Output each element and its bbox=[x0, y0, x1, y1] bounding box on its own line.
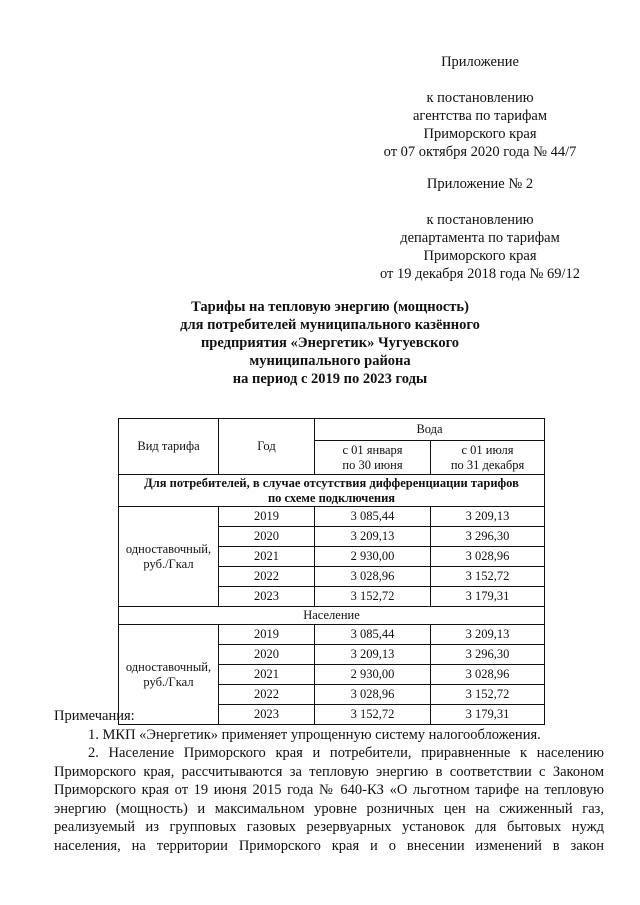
year-cell: 2022 bbox=[219, 567, 315, 587]
col-header-tariff: Вид тарифа bbox=[119, 419, 219, 475]
col-header-h2-line: по 31 декабря bbox=[450, 457, 525, 472]
year-cell: 2020 bbox=[219, 645, 315, 665]
value-cell: 3 028,96 bbox=[315, 567, 431, 587]
notes-heading: Примечания: bbox=[54, 708, 135, 724]
appendix-label: Приложение № 2 bbox=[426, 176, 534, 192]
title-line: муниципального района bbox=[249, 353, 411, 369]
title-line: Тарифы на тепловую энергию (мощность) bbox=[191, 299, 469, 315]
value-cell: 3 152,72 bbox=[315, 587, 431, 607]
year-cell: 2019 bbox=[219, 625, 315, 645]
year-cell: 2020 bbox=[219, 527, 315, 547]
title-line: на период с 2019 по 2023 годы bbox=[232, 371, 428, 387]
section-title: Население bbox=[119, 607, 545, 625]
table-row bbox=[119, 625, 545, 645]
value-cell: 2 930,00 bbox=[315, 665, 431, 685]
appendix-line: Приморского края bbox=[423, 248, 537, 264]
value-cell: 3 085,44 bbox=[315, 625, 431, 645]
year-cell: 2023 bbox=[219, 587, 315, 607]
value-cell: 3 209,13 bbox=[431, 625, 545, 645]
value-cell: 3 209,13 bbox=[315, 527, 431, 547]
section-title bbox=[119, 475, 545, 507]
appendix-block-current bbox=[360, 53, 600, 161]
year-cell: 2023 bbox=[219, 705, 315, 725]
section-header-row bbox=[119, 475, 545, 507]
year-cell: 2022 bbox=[219, 685, 315, 705]
value-cell: 2 930,00 bbox=[315, 547, 431, 567]
value-cell: 3 028,96 bbox=[315, 685, 431, 705]
value-cell: 3 028,96 bbox=[431, 547, 545, 567]
tariff-type-line: одноставочный, bbox=[125, 541, 212, 556]
col-header-h1 bbox=[315, 441, 431, 475]
appendix-line: к постановлению bbox=[426, 90, 534, 106]
value-cell: 3 152,72 bbox=[315, 705, 431, 725]
value-cell: 3 209,13 bbox=[315, 645, 431, 665]
value-cell: 3 179,31 bbox=[431, 705, 545, 725]
section-header-row bbox=[119, 607, 545, 625]
appendix-line: к постановлению bbox=[426, 212, 534, 228]
table-row bbox=[119, 507, 545, 527]
value-cell: 3 085,44 bbox=[315, 507, 431, 527]
value-cell: 3 296,30 bbox=[431, 527, 545, 547]
tariff-type-line: руб./Гкал bbox=[143, 556, 194, 571]
value-cell: 3 179,31 bbox=[431, 587, 545, 607]
appendix-line: агентства по тарифам bbox=[413, 108, 547, 124]
tariff-type-line: руб./Гкал bbox=[143, 674, 194, 689]
tariff-type-cell bbox=[119, 507, 219, 607]
table-header-row bbox=[119, 419, 545, 441]
value-cell: 3 028,96 bbox=[431, 665, 545, 685]
appendix-label: Приложение bbox=[441, 54, 519, 70]
section-title-line: по схеме подключения bbox=[267, 490, 396, 505]
appendix-line: от 07 октября 2020 года № 44/7 bbox=[383, 144, 577, 160]
appendix-line: от 19 декабря 2018 года № 69/12 bbox=[379, 266, 581, 282]
col-header-h2-line: с 01 июля bbox=[461, 442, 514, 457]
col-header-h2 bbox=[431, 441, 545, 475]
notes-block bbox=[54, 707, 604, 855]
tariff-type-line: одноставочный, bbox=[125, 659, 212, 674]
year-cell: 2021 bbox=[219, 665, 315, 685]
section-title-line: Для потребителей, в случае отсутствия дифференциации тарифов bbox=[144, 475, 519, 490]
title-line: для потребителей муниципального казённого bbox=[180, 317, 480, 333]
note-item: 2. Население Приморского края и потребители, приравненные к населению Приморского края, рассчитываются за тепловую энергию в соответствии с Законом Приморского края от 19 июня 2015 года № 640-КЗ «О льготном тарифе на тепловую энергию (мощность) и максимальном уровне розничных цен на сжиженный газ, реализуемый из групповых газовых резервуарных установок для бытовых нужд населения, на территории Приморского края и о внесении изменений в закон bbox=[54, 745, 604, 854]
year-cell: 2019 bbox=[219, 507, 315, 527]
value-cell: 3 209,13 bbox=[431, 507, 545, 527]
appendix-line: департамента по тарифам bbox=[400, 230, 560, 246]
value-cell: 3 152,72 bbox=[431, 567, 545, 587]
col-header-h1-line: с 01 января bbox=[342, 442, 403, 457]
col-header-h1-line: по 30 июня bbox=[342, 457, 403, 472]
year-cell: 2021 bbox=[219, 547, 315, 567]
appendix-block-original bbox=[360, 175, 600, 283]
col-header-water: Вода bbox=[315, 419, 545, 441]
value-cell: 3 152,72 bbox=[431, 685, 545, 705]
appendix-line: Приморского края bbox=[423, 126, 537, 142]
value-cell: 3 296,30 bbox=[431, 645, 545, 665]
note-item: 1. МКП «Энергетик» применяет упрощенную систему налогообложения. bbox=[88, 726, 541, 743]
tariff-table bbox=[118, 418, 545, 725]
col-header-year: Год bbox=[219, 419, 315, 475]
title-line: предприятия «Энергетик» Чугуевского bbox=[200, 335, 460, 351]
document-title bbox=[120, 298, 540, 388]
